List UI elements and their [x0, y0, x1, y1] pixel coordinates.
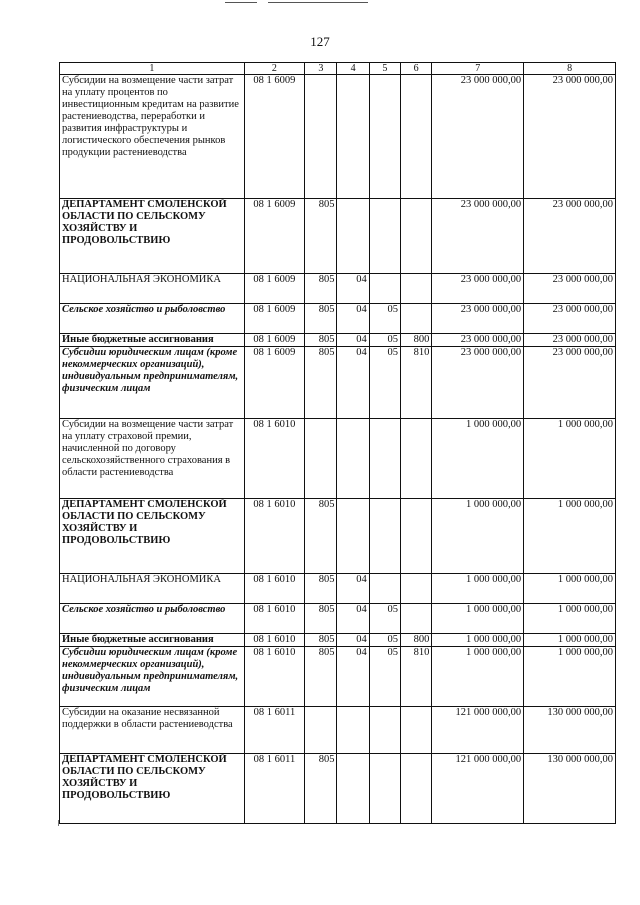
- row-subsection-code: 05: [369, 604, 400, 634]
- table-row: [60, 647, 616, 707]
- top-scan-line-right: [268, 2, 368, 3]
- row-sum-year2: 23 000 000,00: [524, 304, 616, 334]
- row-expense-type: 810: [401, 347, 432, 419]
- row-target-code: 08 1 6010: [244, 574, 305, 604]
- row-subsection-code: [369, 274, 400, 304]
- table-header-row: [60, 63, 616, 75]
- table-row: [60, 334, 616, 347]
- row-section-code: 04: [337, 274, 369, 304]
- row-target-code: 08 1 6009: [244, 347, 305, 419]
- table-row: [60, 499, 616, 574]
- row-subsection-code: [369, 75, 400, 199]
- row-admin-code: 805: [305, 499, 337, 574]
- row-sum-year2: 23 000 000,00: [524, 274, 616, 304]
- row-sum-year1: 121 000 000,00: [432, 754, 524, 824]
- row-name: ДЕПАРТАМЕНТ СМОЛЕНСКОЙ ОБЛАСТИ ПО СЕЛЬСКОМУ ХОЗЯЙСТВУ И ПРОДОВОЛЬСТВИЮ: [60, 754, 245, 824]
- row-name: Субсидии на возмещение части затрат на уплату процентов по инвестиционным кредитам на развитие растениеводства, переработки и развития инфраструктуры и логистического обеспечения рынков продукции растениеводства: [60, 75, 245, 199]
- row-admin-code: [305, 419, 337, 499]
- row-subsection-code: [369, 754, 400, 824]
- row-name: Сельское хозяйство и рыболовство: [60, 304, 245, 334]
- row-expense-type: [401, 274, 432, 304]
- row-name: Сельское хозяйство и рыболовство: [60, 604, 245, 634]
- row-sum-year2: 1 000 000,00: [524, 499, 616, 574]
- row-target-code: 08 1 6009: [244, 274, 305, 304]
- row-admin-code: 805: [305, 347, 337, 419]
- row-name: ДЕПАРТАМЕНТ СМОЛЕНСКОЙ ОБЛАСТИ ПО СЕЛЬСКОМУ ХОЗЯЙСТВУ И ПРОДОВОЛЬСТВИЮ: [60, 499, 245, 574]
- row-subsection-code: [369, 499, 400, 574]
- row-sum-year2: 23 000 000,00: [524, 199, 616, 274]
- row-section-code: 04: [337, 334, 369, 347]
- row-target-code: 08 1 6009: [244, 304, 305, 334]
- row-admin-code: 805: [305, 274, 337, 304]
- row-name: Субсидии юридическим лицам (кроме некоммерческих организаций), индивидуальным предпринимателям, физическим лицам: [60, 347, 245, 419]
- table-row: [60, 419, 616, 499]
- row-section-code: [337, 75, 369, 199]
- row-expense-type: [401, 499, 432, 574]
- row-sum-year2: 23 000 000,00: [524, 75, 616, 199]
- row-subsection-code: 05: [369, 634, 400, 647]
- table-row: [60, 754, 616, 824]
- row-name: Субсидии юридическим лицам (кроме некоммерческих организаций), индивидуальным предпринимателям, физическим лицам: [60, 647, 245, 707]
- row-sum-year2: 130 000 000,00: [524, 707, 616, 754]
- row-section-code: [337, 707, 369, 754]
- row-sum-year1: 1 000 000,00: [432, 634, 524, 647]
- table-row: [60, 75, 616, 199]
- row-section-code: [337, 754, 369, 824]
- scan-mark: [58, 820, 59, 826]
- row-name: Иные бюджетные ассигнования: [60, 634, 245, 647]
- row-admin-code: 805: [305, 334, 337, 347]
- header-cell-1: 1: [60, 63, 245, 75]
- table-row: [60, 199, 616, 274]
- row-admin-code: 805: [305, 604, 337, 634]
- row-name: НАЦИОНАЛЬНАЯ ЭКОНОМИКА: [60, 574, 245, 604]
- row-subsection-code: [369, 574, 400, 604]
- row-sum-year1: 1 000 000,00: [432, 647, 524, 707]
- row-subsection-code: 05: [369, 304, 400, 334]
- row-sum-year2: 1 000 000,00: [524, 634, 616, 647]
- row-sum-year1: 23 000 000,00: [432, 304, 524, 334]
- row-sum-year1: 121 000 000,00: [432, 707, 524, 754]
- row-target-code: 08 1 6010: [244, 604, 305, 634]
- row-expense-type: [401, 604, 432, 634]
- row-admin-code: [305, 75, 337, 199]
- table-row: [60, 707, 616, 754]
- row-section-code: 04: [337, 634, 369, 647]
- header-cell-4: 4: [337, 63, 369, 75]
- row-section-code: [337, 199, 369, 274]
- header-cell-5: 5: [369, 63, 400, 75]
- row-section-code: 04: [337, 347, 369, 419]
- header-cell-6: 6: [401, 63, 432, 75]
- row-section-code: [337, 499, 369, 574]
- row-sum-year1: 23 000 000,00: [432, 274, 524, 304]
- row-sum-year1: 1 000 000,00: [432, 604, 524, 634]
- row-sum-year2: 1 000 000,00: [524, 647, 616, 707]
- table-row: [60, 604, 616, 634]
- row-expense-type: [401, 199, 432, 274]
- row-target-code: 08 1 6011: [244, 707, 305, 754]
- row-expense-type: [401, 707, 432, 754]
- row-expense-type: [401, 304, 432, 334]
- page-number: 127: [310, 34, 330, 49]
- top-scan-line-left: [225, 2, 257, 3]
- header-cell-7: 7: [432, 63, 524, 75]
- row-expense-type: 800: [401, 334, 432, 347]
- row-expense-type: [401, 574, 432, 604]
- row-admin-code: 805: [305, 634, 337, 647]
- row-subsection-code: [369, 199, 400, 274]
- budget-table: [59, 62, 616, 824]
- row-target-code: 08 1 6010: [244, 419, 305, 499]
- row-section-code: [337, 419, 369, 499]
- table-row: [60, 574, 616, 604]
- row-name: Иные бюджетные ассигнования: [60, 334, 245, 347]
- row-target-code: 08 1 6009: [244, 334, 305, 347]
- row-subsection-code: [369, 707, 400, 754]
- row-section-code: 04: [337, 604, 369, 634]
- row-admin-code: 805: [305, 574, 337, 604]
- row-sum-year1: 23 000 000,00: [432, 347, 524, 419]
- row-admin-code: [305, 707, 337, 754]
- row-sum-year1: 1 000 000,00: [432, 419, 524, 499]
- row-expense-type: 810: [401, 647, 432, 707]
- row-sum-year2: 1 000 000,00: [524, 574, 616, 604]
- row-expense-type: 800: [401, 634, 432, 647]
- row-name: ДЕПАРТАМЕНТ СМОЛЕНСКОЙ ОБЛАСТИ ПО СЕЛЬСКОМУ ХОЗЯЙСТВУ И ПРОДОВОЛЬСТВИЮ: [60, 199, 245, 274]
- row-name: НАЦИОНАЛЬНАЯ ЭКОНОМИКА: [60, 274, 245, 304]
- row-admin-code: 805: [305, 754, 337, 824]
- table-row: [60, 274, 616, 304]
- row-target-code: 08 1 6010: [244, 647, 305, 707]
- row-subsection-code: 05: [369, 334, 400, 347]
- row-expense-type: [401, 75, 432, 199]
- row-expense-type: [401, 754, 432, 824]
- row-admin-code: 805: [305, 199, 337, 274]
- row-sum-year1: 1 000 000,00: [432, 499, 524, 574]
- row-name: Субсидии на возмещение части затрат на уплату страховой премии, начисленной по договору сельскохозяйственного страхования в области растениеводства: [60, 419, 245, 499]
- row-sum-year1: 23 000 000,00: [432, 199, 524, 274]
- row-target-code: 08 1 6009: [244, 199, 305, 274]
- row-admin-code: 805: [305, 304, 337, 334]
- row-sum-year2: 130 000 000,00: [524, 754, 616, 824]
- row-subsection-code: 05: [369, 647, 400, 707]
- row-subsection-code: 05: [369, 347, 400, 419]
- row-sum-year2: 1 000 000,00: [524, 419, 616, 499]
- row-sum-year1: 1 000 000,00: [432, 574, 524, 604]
- row-section-code: 04: [337, 304, 369, 334]
- row-sum-year1: 23 000 000,00: [432, 75, 524, 199]
- row-section-code: 04: [337, 574, 369, 604]
- table-row: [60, 634, 616, 647]
- row-subsection-code: [369, 419, 400, 499]
- row-sum-year2: 23 000 000,00: [524, 347, 616, 419]
- row-target-code: 08 1 6009: [244, 75, 305, 199]
- row-target-code: 08 1 6010: [244, 499, 305, 574]
- row-section-code: 04: [337, 647, 369, 707]
- row-sum-year2: 23 000 000,00: [524, 334, 616, 347]
- row-name: Субсидии на оказание несвязанной поддержки в области растениеводства: [60, 707, 245, 754]
- header-cell-8: 8: [524, 63, 616, 75]
- row-admin-code: 805: [305, 647, 337, 707]
- table-row: [60, 304, 616, 334]
- table-row: [60, 347, 616, 419]
- row-expense-type: [401, 419, 432, 499]
- row-sum-year2: 1 000 000,00: [524, 604, 616, 634]
- row-target-code: 08 1 6011: [244, 754, 305, 824]
- header-cell-2: 2: [244, 63, 305, 75]
- header-cell-3: 3: [305, 63, 337, 75]
- row-target-code: 08 1 6010: [244, 634, 305, 647]
- row-sum-year1: 23 000 000,00: [432, 334, 524, 347]
